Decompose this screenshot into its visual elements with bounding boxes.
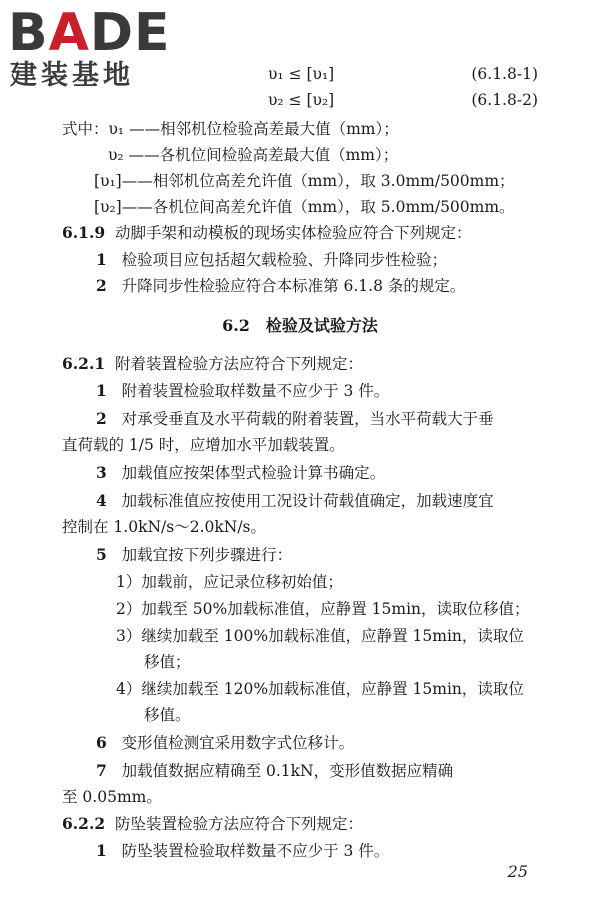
- list-item: 1 检验项目应包括超欠载检验、升降同步性检验；: [96, 250, 448, 269]
- logo-wordmark: BADE: [8, 3, 171, 63]
- formula-2: υ₂ ≤ [υ₂]: [268, 91, 335, 109]
- list-item: 3 加载值应按架体型式检验计算书确定。: [96, 463, 386, 482]
- definition-line: 式中：υ₁ ——相邻机位检验高差最大值（mm）；: [62, 120, 399, 138]
- clause-6-2-2: [62, 812, 363, 836]
- list-item: 2 对承受垂直及水平荷载的附着装置，当水平荷载大于垂: [96, 409, 494, 428]
- sub-step: 4）继续加载至 120%加载标准值，应静置 15min，读取位: [116, 680, 524, 698]
- list-item-continuation: 直荷载的 1/5 时，应增加水平加载装置。: [62, 436, 345, 454]
- clause-number: 6.2.1: [62, 354, 106, 373]
- page-number: 25: [507, 862, 528, 881]
- list-item: 7 加载值数据应精确至 0.1kN，变形值数据应精确: [96, 761, 454, 780]
- sub-step: 2）加载至 50%加载标准值，应静置 15min，读取位移值；: [116, 600, 530, 618]
- definition-line: υ₂ ——各机位间检验高差最大值（mm）；: [108, 146, 399, 164]
- sub-step: 1）加载前，应记录位移初始值；: [116, 573, 343, 591]
- sub-step: 3）继续加载至 100%加载标准值，应静置 15min，读取位: [116, 627, 524, 645]
- sub-step-continuation: 移值；: [144, 653, 191, 671]
- logo-subtitle: 建装基地: [10, 60, 134, 91]
- section-heading: 6.2 检验及试验方法: [222, 316, 378, 335]
- clause-text: 防坠装置检验方法应符合下列规定：: [115, 815, 364, 833]
- list-item: 6 变形值检测宜采用数字式位移计。: [96, 733, 355, 752]
- clause-number: 6.2.2: [62, 814, 106, 833]
- list-item: 2 升降同步性检验应符合本标准第 6.1.8 条的规定。: [96, 276, 466, 295]
- clause-text: 附着装置检验方法应符合下列规定：: [115, 355, 364, 373]
- list-item: 1 附着装置检验取样数量不应少于 3 件。: [96, 381, 390, 400]
- list-item-continuation: 至 0.05mm。: [62, 788, 162, 806]
- list-item-continuation: 控制在 1.0kN/s～2.0kN/s。: [62, 518, 266, 536]
- clause-text: 动脚手架和动模板的现场实体检验应符合下列规定：: [115, 224, 472, 242]
- sub-step-continuation: 移值。: [144, 706, 191, 724]
- clause-number: 6.1.9: [62, 223, 106, 242]
- clause-6-2-1: [62, 352, 363, 376]
- list-item: 1 防坠装置检验取样数量不应少于 3 件。: [96, 841, 390, 860]
- definition-line: [υ₂]——各机位间高差允许值（mm），取 5.0mm/500mm。: [94, 198, 515, 216]
- list-item: 5 加载宜按下列步骤进行：: [96, 545, 293, 564]
- formula-1: υ₁ ≤ [υ₁]: [268, 65, 335, 83]
- formula-2-number: (6.1.8-2): [471, 91, 538, 109]
- definition-line: [υ₁]——相邻机位高差允许值（mm），取 3.0mm/500mm；: [94, 172, 515, 190]
- list-item: 4 加载标准值应按使用工况设计荷载值确定，加载速度宜: [96, 491, 494, 510]
- clause-6-1-9: [62, 221, 472, 245]
- formula-1-number: (6.1.8-1): [471, 65, 538, 83]
- bade-logo: [8, 4, 178, 94]
